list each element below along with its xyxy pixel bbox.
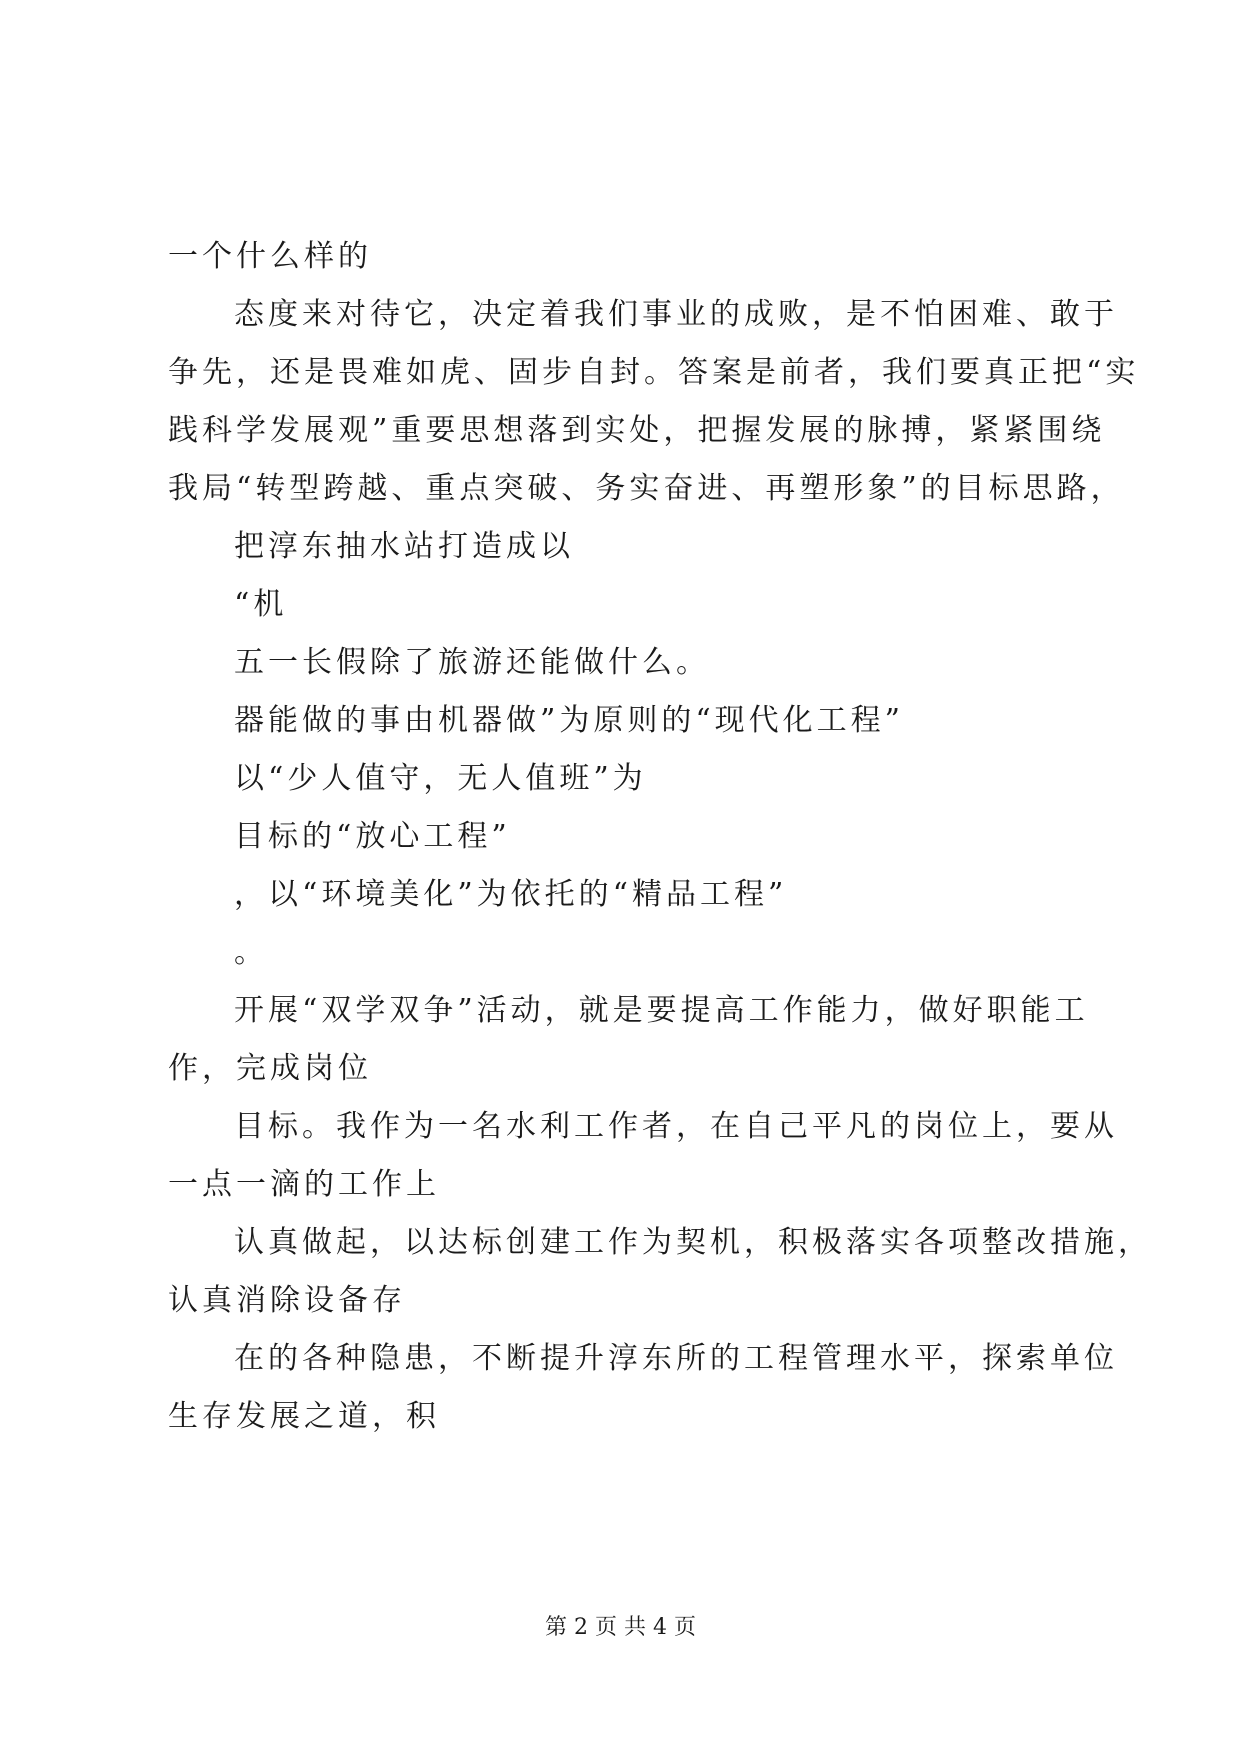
text-line: 开展“双学双争”活动，就是要提高工作能力，做好职能工 <box>234 993 1089 1028</box>
text-line: 以“少人值守，无人值班”为 <box>234 761 647 796</box>
text-line: 器能做的事由机器做”为原则的“现代化工程” <box>234 703 905 738</box>
text-line: 认真消除设备存 <box>168 1283 406 1318</box>
text-line: 五一长假除了旅游还能做什么。 <box>234 645 710 680</box>
text-line: ，以“环境美化”为依托的“精品工程” <box>234 877 788 912</box>
text-line: 把淳东抽水站打造成以 <box>234 529 574 564</box>
text-line: 争先，还是畏难如虎、固步自封。答案是前者，我们要真正把“实 <box>168 355 1140 390</box>
text-line: 目标的“放心工程” <box>234 819 511 854</box>
text-line: 态度来对待它，决定着我们事业的成败，是不怕困难、敢于 <box>234 297 1118 332</box>
text-line: 认真做起，以达标创建工作为契机，积极落实各项整改措施， <box>234 1225 1152 1260</box>
text-line: 生存发展之道，积 <box>168 1399 440 1434</box>
text-line: 一个什么样的 <box>168 239 372 274</box>
text-line: 作，完成岗位 <box>168 1051 372 1086</box>
text-line: 。 <box>234 935 268 970</box>
text-line: 我局“转型跨越、重点突破、务实奋进、再塑形象”的目标思路， <box>168 471 1125 506</box>
text-line: 在的各种隐患，不断提升淳东所的工程管理水平，探索单位 <box>234 1341 1118 1376</box>
text-line: 践科学发展观”重要思想落到实处，把握发展的脉搏，紧紧围绕 <box>168 413 1106 448</box>
text-line: 目标。我作为一名水利工作者，在自己平凡的岗位上，要从 <box>234 1109 1118 1144</box>
text-line: “机 <box>234 587 288 622</box>
page-footer <box>0 1610 1241 1641</box>
page-number: 第 2 页 共 4 页 <box>545 1615 696 1640</box>
document-body <box>168 228 1152 1446</box>
text-line: 一点一滴的工作上 <box>168 1167 440 1202</box>
